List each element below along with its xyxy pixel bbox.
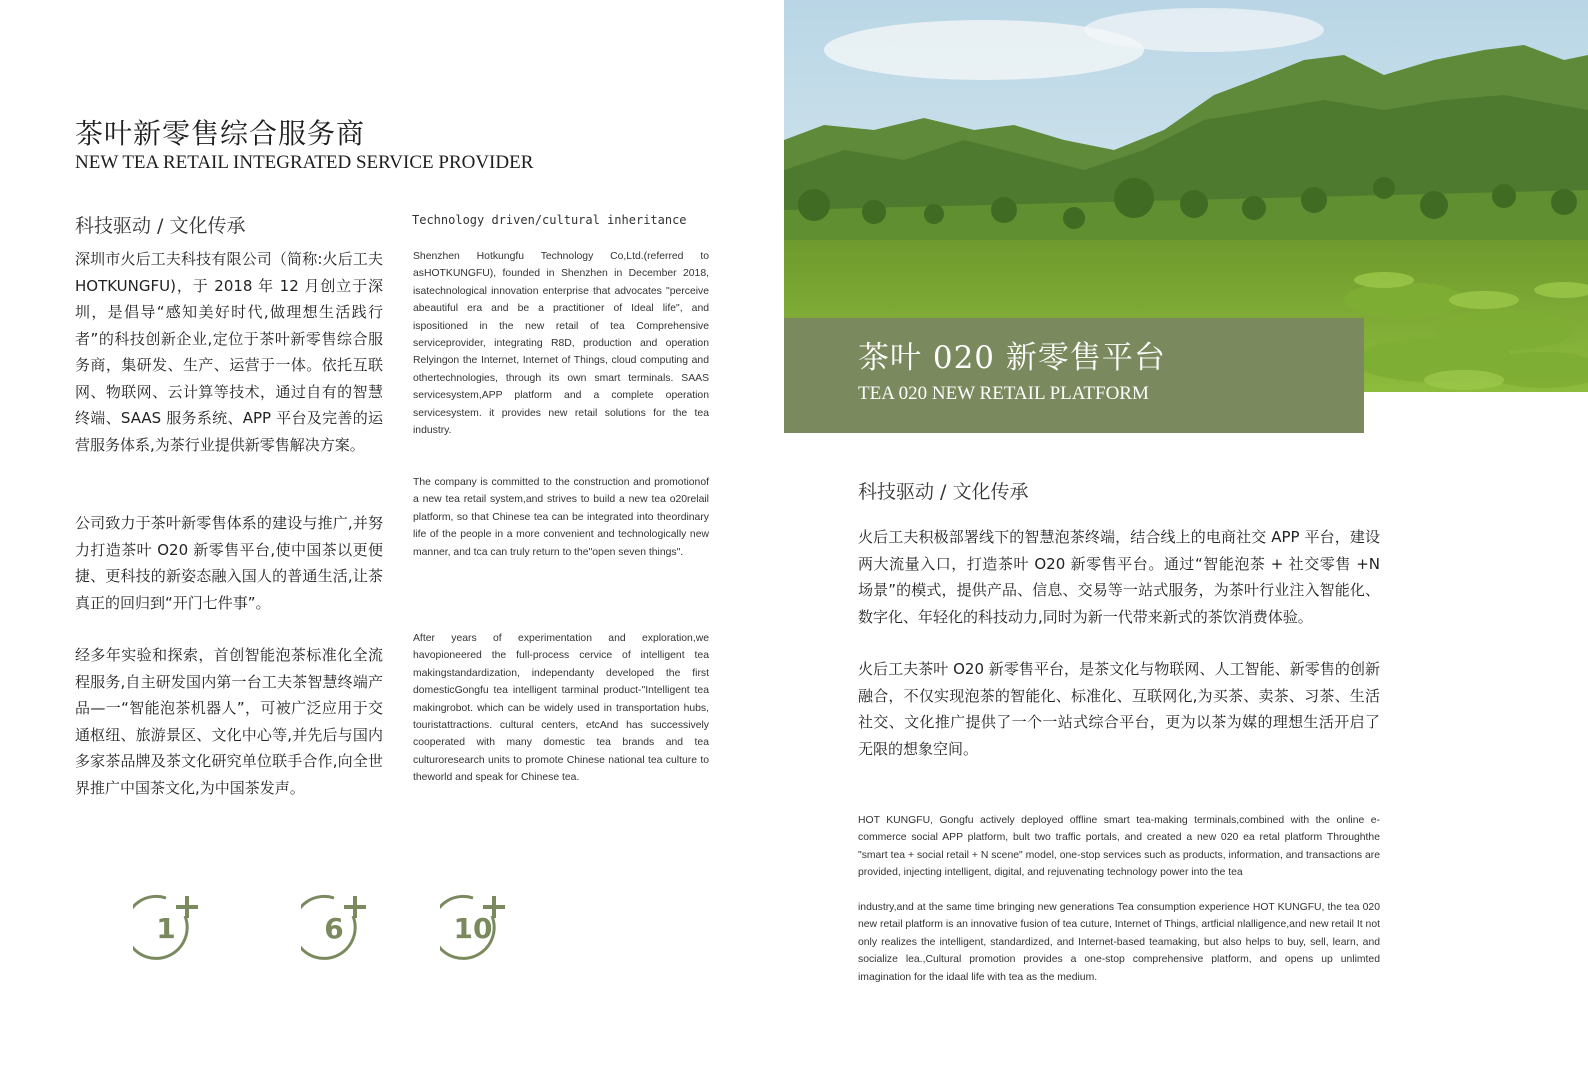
stat-number: 10 — [453, 912, 493, 945]
section-subtitle-cn: 科技驱动 / 文化传承 — [75, 215, 246, 237]
mission-paragraph-en: The company is committed to the construction and promotionof a new tea retail system,and strives to build a new tea o20relail platform, so that Chinese tea can be integrated into theordinary life of the people in a more convenient and technologically new manner, and tca can truly return to the"open seven things". — [413, 477, 709, 558]
fusion-paragraph-en: industry,and at the same time bringing new generations Tea consumption experience HOT KUNGFU, the tea 020 new retail platform is an innovative fusion of tea cuture, Internet of Things, artficial nlalligence,and new retail It not only realizes the intelligent, standardized, and Internet-based teamaking, but also helps to buy, sell, learn, and socialize lea.,Cultural promotion provides a one-stop comprehensive platform, and opens up unlimted imagination for the idaal life with tea as the medium. — [858, 902, 1380, 983]
platform-paragraph-en: HOT KUNGFU, Gongfu actively deployed offline smart tea-making terminals,combined with the online e-commerce social APP platform, bult two traffic portals, and created a new 020 ea retal platform Throughthe "smart tea + social retail + N scene" model, one-stop services such as products, information, and transactions are provided, injecting intelligent, digital, and rejuvenating technology power into the tea — [858, 815, 1380, 879]
stat-number: 1 — [156, 912, 176, 945]
stat-badge — [301, 894, 381, 974]
stat-number: 6 — [324, 912, 344, 945]
stat-badge — [133, 894, 213, 974]
banner-title-en: TEA 020 NEW RETAIL PLATFORM — [858, 383, 1149, 404]
innovation-paragraph-cn: 经多年实验和探索，首创智能泡茶标准化全流程服务,自主研发国内第一台工夫茶智慧终端产品—一“智能泡茶机器人”，可被广泛应用于交通枢纽、旅游景区、文化中心等,并先后与国内多家茶品牌及茶文化研究单位联手合作,向全世界推广中国茶文化,为中国茶发声。 — [75, 646, 383, 797]
fusion-paragraph-cn: 火后工夫茶叶 O20 新零售平台，是茶文化与物联网、人工智能、新零售的创新融合，不仅实现泡茶的智能化、标准化、互联网化,为买茶、卖茶、习茶、生活社交、文化推广提供了一个一站式综合平台，更为以茶为媒的理想生活开启了无限的想象空间。 — [858, 660, 1380, 758]
page-title-en: NEW TEA RETAIL INTEGRATED SERVICE PROVIDER — [75, 152, 534, 173]
platform-subtitle-cn: 科技驱动 / 文化传承 — [858, 481, 1029, 503]
stat-badge — [440, 894, 520, 974]
section-subtitle-en: Technology driven/cultural inheritance — [412, 213, 687, 227]
intro-paragraph-cn: 深圳市火后工夫科技有限公司（简称:火后工夫 HOTKUNGFU)，于 2018 年 12 月创立于深圳，是倡导“感知美好时代,做理想生活践行者”的科技创新企业,定位于茶叶新零售综合服务商，集研发、生产、运营于一体。依托互联网、物联网、云计算等技术，通过自有的智慧终端、SAAS 服务系统、APP 平台及完善的运营服务体系,为茶行业提供新零售解决方案。 — [75, 250, 383, 454]
intro-paragraph-en: Shenzhen Hotkungfu Technology Co,Ltd.(referred to asHOTKUNGFU), founded in Shenzhen in December 2018, isatechnological innovation enterprise that advocates "perceive abeautiful era and be a practitioner of Ideal life", and ispositioned in the new retail of tea Comprehensive serviceprovider, integrating R8D, production and operation Relyingon the Internet, Internet of Things, cloud computing and othertechnologies, through its own smart terminals. SAAS servicesystem,APP platform and a complete operation servicesystem. it provides new retail solutions for the tea industry. — [413, 251, 709, 437]
innovation-paragraph-en: After years of experimentation and exploration,we havopioneered the full-process cervice of intelligent tea makingstandardization, independanty developed the first domesticGongfu tea intelligent tarminal product-"Intelligent tea makingrobot. which can be widely used in transportation hubs, touristattractions. cultural centers, etcAnd has successively cooperated with many domestic tea brands and tea culturoresearch units to promote Chinese national tea culture to theworld and speak for Chinese tea. — [413, 633, 709, 784]
platform-paragraph-cn: 火后工夫积极部署线下的智慧泡茶终端，结合线上的电商社交 APP 平台，建设两大流量入口，打造茶叶 O20 新零售平台。通过“智能泡茶 + 社交零售 +N 场景”的模式，提供产品、信息、交易等一站式服务，为茶叶行业注入智能化、数字化、年轻化的科技动力,同时为新一代带来新式的茶饮消费体验。 — [858, 528, 1380, 626]
mission-paragraph-cn: 公司致力于茶叶新零售体系的建设与推广,并努力打造茶叶 O20 新零售平台,使中国茶以更便捷、更科技的新姿态融入国人的普通生活,让茶真正的回归到“开门七件事”。 — [75, 514, 383, 612]
page-title-cn: 茶叶新零售综合服务商 — [75, 117, 366, 150]
banner-title-cn: 茶叶 020 新零售平台 — [858, 340, 1166, 376]
